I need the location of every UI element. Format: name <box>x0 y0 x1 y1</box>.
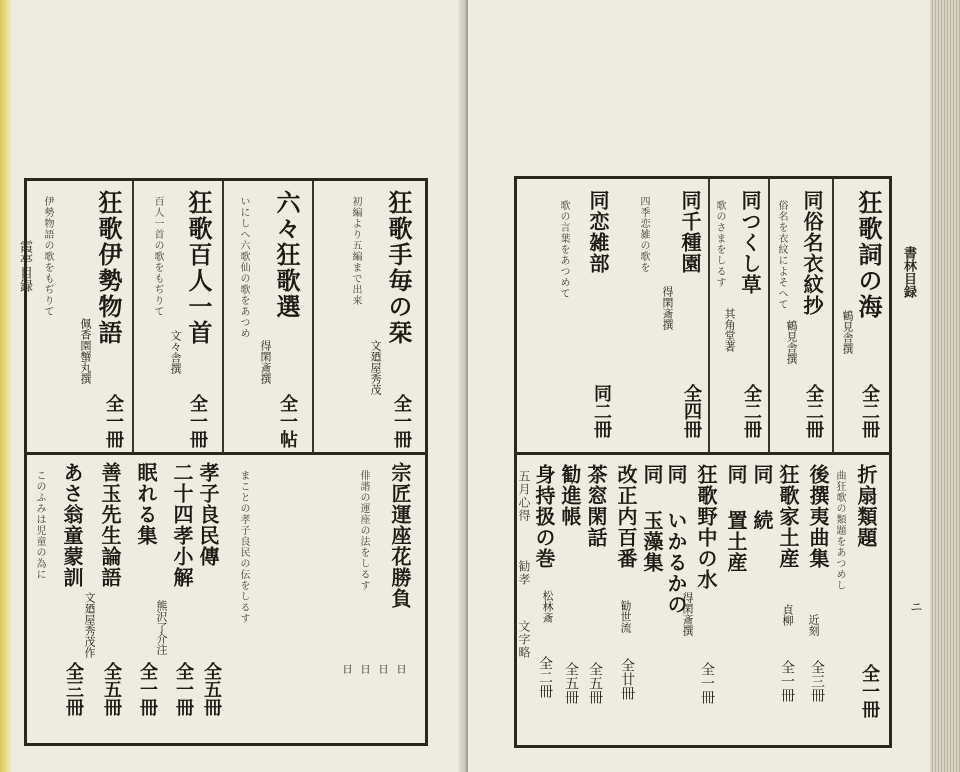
entry-title: 同千種園 <box>678 190 702 274</box>
entry-desc: このふみは児童の為に <box>34 470 45 580</box>
entry-author: 其角堂著 <box>723 308 736 352</box>
blank-mark: 日 <box>340 664 351 674</box>
entry-author: 文々舎撰 <box>169 330 182 374</box>
left-divider <box>24 452 428 455</box>
entry-desc: 四季恋雑の歌を <box>638 196 649 273</box>
entry-title: 善玉先生論語 <box>98 462 122 588</box>
left-frame <box>24 178 428 746</box>
entry-volumes: 全二冊 <box>859 384 880 438</box>
entry-volumes: 全二冊 <box>803 384 824 438</box>
entry-author: 熊沢了介注 <box>155 600 168 655</box>
entry-title: 茶窓閑話 <box>584 464 608 548</box>
entry-author: 松林斎 <box>541 590 554 623</box>
entry-volumes: 全五冊 <box>201 662 222 716</box>
entry-title: 六々狂歌選 <box>272 190 301 320</box>
blank-mark: 日 <box>394 664 405 674</box>
rule <box>832 179 834 452</box>
left-spine-label: 霞亭目録 <box>17 240 32 292</box>
entry-title: 狂歌百人一首 <box>184 190 213 346</box>
entry-title: 同つくし草 <box>738 190 762 295</box>
rule <box>768 179 770 452</box>
entry-volumes: 全一冊 <box>173 662 194 716</box>
entry-volumes: 全四冊 <box>681 384 702 438</box>
entry-desc: 俗名を衣紋によそへて <box>776 200 787 310</box>
entry-desc: 伊勢物語の歌をもぢりて <box>42 196 53 317</box>
entry-volumes: 全五冊 <box>587 662 603 704</box>
entry-author: 得閑斎撰 <box>661 286 674 330</box>
entry-title: 身持扱の巻 <box>532 464 556 569</box>
entry-title: 二十四孝小解 <box>170 462 194 588</box>
entry-desc: 俳諧の運座の法をしるす <box>358 470 369 591</box>
entry-volumes: 全二冊 <box>741 384 762 438</box>
entry-volumes: 全一冊 <box>779 660 795 702</box>
right-divider <box>514 452 892 455</box>
entry-desc: 百人一首の歌をもぢりて <box>152 196 163 317</box>
entry-author: 鶴見舎撰 <box>785 320 798 364</box>
running-head: 書林目録 <box>901 246 916 298</box>
entry-title: 同 いかるかの <box>664 464 688 615</box>
rule <box>222 181 224 452</box>
entry-title: 同 置土産 <box>724 464 748 573</box>
entry-desc: 曲狂歌の類題をあつめし <box>834 470 845 591</box>
entry-author: 文廼屋秀茂作 <box>83 592 96 658</box>
entry-author: 貞柳 <box>781 604 794 626</box>
entry-volumes: 全一冊 <box>137 662 158 716</box>
entry-author: 勧世流 <box>619 600 632 633</box>
entry-title: 折扇類題 <box>854 464 878 548</box>
page-number: ニ <box>907 600 922 613</box>
entry-title: 同 玉藻集 <box>640 464 664 573</box>
entry-volumes: 全一冊 <box>391 394 412 448</box>
entry-title: 勧進帳 <box>558 464 582 527</box>
entry-title: 狂歌野中の水 <box>694 464 718 590</box>
left-page <box>12 0 466 772</box>
blank-mark: 日 <box>358 664 369 674</box>
entry-title: 後撰夷曲集 <box>806 464 830 569</box>
entry-title: 改正内百番 <box>614 464 638 569</box>
entry-desc: 初編より五編まで出来 <box>350 196 361 306</box>
entry-author: 得閑斎撰 <box>259 340 272 384</box>
entry-title: 文字略 <box>517 620 531 659</box>
entry-title: 狂歌手毎の栞 <box>384 190 413 346</box>
entry-title: 五月心得 <box>517 470 531 522</box>
entry-volumes: 全一冊 <box>699 662 715 704</box>
entry-author: 鶴見舎撰 <box>841 310 854 354</box>
entry-author: 佩香園蟹丸撰 <box>79 318 92 384</box>
entry-volumes: 全一冊 <box>859 664 880 718</box>
entry-title: 同恋雑部 <box>586 190 610 274</box>
entry-volumes: 全三冊 <box>63 662 84 716</box>
entry-title: 眠れる集 <box>134 462 158 546</box>
entry-title: 狂歌伊勢物語 <box>94 190 123 346</box>
entry-volumes: 全一冊 <box>103 394 124 448</box>
entry-volumes: 全三冊 <box>809 660 825 702</box>
entry-author: 近刻 <box>807 614 820 636</box>
entry-title: 狂歌家土産 <box>776 464 800 569</box>
rule <box>312 181 314 452</box>
entry-desc: 歌の言葉をあつめて <box>558 200 569 299</box>
entry-author: 文廼屋秀茂 <box>369 340 382 395</box>
entry-volumes: 全五冊 <box>101 662 122 716</box>
entry-title: 同俗名衣紋抄 <box>800 190 824 316</box>
entry-author: 得閑斎撰 <box>681 592 694 636</box>
entry-desc: 歌のさまをしるす <box>714 200 725 288</box>
book-cover-edge <box>0 0 12 772</box>
entry-title: あさ翁童蒙訓 <box>60 462 84 588</box>
entry-title: 孝子良民傳 <box>196 462 220 567</box>
right-page <box>468 0 930 772</box>
entry-volumes: 全一帖 <box>277 394 298 448</box>
entry-volumes: 全二冊 <box>537 656 553 698</box>
entry-volumes: 同二冊 <box>591 384 612 438</box>
entry-title: 狂歌詞の海 <box>854 190 883 320</box>
entry-volumes: 全五冊 <box>563 662 579 704</box>
entry-title: 宗匠運座花勝負 <box>388 462 412 609</box>
entry-title: 勧孝 <box>517 560 531 586</box>
entry-desc: いにしへ六歌仙の歌をあつめ <box>238 196 249 339</box>
entry-title: 同 続 <box>750 464 774 531</box>
blank-mark: 日 <box>376 664 387 674</box>
rule <box>708 179 710 452</box>
entry-desc: まことの孝子良民の伝をしるす <box>238 470 249 624</box>
page-stack-edge <box>930 0 960 772</box>
entry-volumes: 全廿冊 <box>619 658 635 700</box>
rule <box>132 181 134 452</box>
entry-volumes: 全一冊 <box>187 394 208 448</box>
